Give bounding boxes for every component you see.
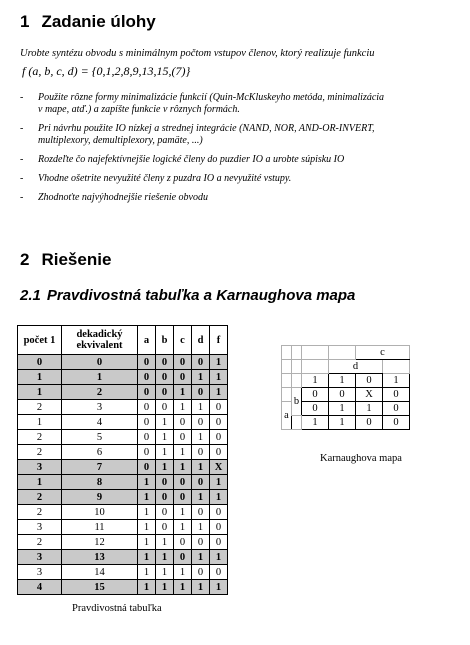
table-cell: 1 [138, 535, 156, 550]
table-cell: 0 [156, 505, 174, 520]
list-item: - Zhodnoťte najvýhodnejšie riešenie obvodu [20, 192, 470, 204]
table-row [18, 505, 228, 520]
table-cell: 9 [62, 490, 138, 505]
table-cell: 0 [174, 490, 192, 505]
table-row [18, 415, 228, 430]
kmap-cell: 0 [383, 402, 410, 416]
table-row [18, 460, 228, 475]
table-cell: 6 [62, 445, 138, 460]
kmap-cell: X [356, 388, 383, 402]
table-cell: 5 [62, 430, 138, 445]
table-cell: 1 [156, 445, 174, 460]
table-cell: 1 [192, 520, 210, 535]
column-header: d [192, 326, 210, 355]
table-cell: 1 [210, 370, 228, 385]
table-cell: 1 [210, 490, 228, 505]
table-cell: 0 [192, 385, 210, 400]
kmap-cell: 1 [302, 416, 329, 430]
table-cell: 0 [192, 535, 210, 550]
table-cell: 7 [62, 460, 138, 475]
table-cell: 0 [210, 520, 228, 535]
kmap-cell: 1 [329, 402, 356, 416]
table-row [18, 490, 228, 505]
table-cell: 1 [174, 460, 192, 475]
table-cell: 2 [18, 505, 62, 520]
table-cell: 2 [18, 400, 62, 415]
table-cell: 15 [62, 580, 138, 595]
table-cell: 0 [18, 355, 62, 370]
list-item: - Rozdeľte čo najefektívnejšie logické členy do puzdier IO a urobte súpisku IO [20, 154, 470, 166]
table-cell: 4 [18, 580, 62, 595]
table-cell: 1 [174, 445, 192, 460]
truth-table-caption: Pravdivostná tabuľka [72, 603, 162, 614]
table-cell: 0 [210, 415, 228, 430]
table-cell: 1 [210, 385, 228, 400]
table-cell: 0 [192, 415, 210, 430]
table-cell: 1 [138, 580, 156, 595]
table-cell: 1 [138, 550, 156, 565]
truth-table [17, 325, 228, 595]
table-cell: 3 [62, 400, 138, 415]
kmap-cell: 0 [356, 416, 383, 430]
table-cell: 1 [156, 460, 174, 475]
table-cell: 1 [192, 430, 210, 445]
table-cell: 0 [138, 415, 156, 430]
table-cell: 1 [174, 385, 192, 400]
table-cell: 1 [174, 505, 192, 520]
column-header: počet 1 [18, 326, 62, 355]
table-cell: 1 [192, 400, 210, 415]
table-cell: 0 [210, 535, 228, 550]
table-cell: 1 [138, 520, 156, 535]
kmap-cell: 1 [383, 374, 410, 388]
table-cell: 1 [192, 580, 210, 595]
table-cell: 1 [138, 565, 156, 580]
kmap-label-d: d [329, 360, 383, 374]
column-header: a [138, 326, 156, 355]
table-row [18, 385, 228, 400]
table-cell: 0 [192, 475, 210, 490]
table-cell: 1 [192, 490, 210, 505]
kmap-cell: 0 [356, 374, 383, 388]
table-cell: 0 [192, 565, 210, 580]
requirements-list [20, 92, 470, 211]
kmap-caption: Karnaughova mapa [320, 453, 402, 464]
table-row [18, 580, 228, 595]
kmap-cell: 0 [302, 388, 329, 402]
table-cell: X [210, 460, 228, 475]
table-cell: 1 [174, 400, 192, 415]
column-header: c [174, 326, 192, 355]
table-row [18, 565, 228, 580]
kmap-cell: 0 [383, 388, 410, 402]
table-cell: 0 [62, 355, 138, 370]
list-item: - Použite rôzne formy minimalizácie funkcií (Quin-McKluskeyho metóda, minimalizácia v mape, atď.) a zapíšte funkcie v rôznych formách. [20, 92, 470, 116]
table-cell: 2 [18, 445, 62, 460]
table-cell: 0 [174, 430, 192, 445]
table-cell: 0 [174, 415, 192, 430]
column-header: dekadický ekvivalent [62, 326, 138, 355]
table-cell: 0 [174, 475, 192, 490]
table-cell: 13 [62, 550, 138, 565]
table-cell: 0 [174, 550, 192, 565]
table-row [18, 475, 228, 490]
table-cell: 1 [156, 565, 174, 580]
table-cell: 0 [156, 370, 174, 385]
section-heading-2 [20, 250, 111, 270]
kmap-label-b: b [292, 388, 302, 416]
table-cell: 2 [62, 385, 138, 400]
table-cell: 0 [156, 400, 174, 415]
kmap-cell: 1 [329, 416, 356, 430]
table-cell: 1 [138, 505, 156, 520]
table-cell: 12 [62, 535, 138, 550]
table-cell: 0 [192, 505, 210, 520]
table-cell: 1 [138, 490, 156, 505]
table-cell: 1 [156, 535, 174, 550]
table-cell: 2 [18, 535, 62, 550]
table-header-row [18, 326, 228, 355]
section-title: Zadanie úlohy [41, 12, 156, 31]
table-cell: 1 [18, 415, 62, 430]
section-heading-1 [20, 12, 156, 32]
table-cell: 3 [18, 460, 62, 475]
subsection-heading [20, 287, 355, 304]
table-row [18, 400, 228, 415]
table-cell: 0 [210, 400, 228, 415]
table-cell: 0 [156, 520, 174, 535]
table-cell: 1 [156, 415, 174, 430]
table-row [18, 355, 228, 370]
kmap-cell: 1 [356, 402, 383, 416]
table-cell: 1 [192, 550, 210, 565]
column-header: b [156, 326, 174, 355]
kmap-cell: 0 [329, 388, 356, 402]
function-formula: f (a, b, c, d) = {0,1,2,8,9,13,15,(7)} [22, 64, 191, 78]
table-cell: 0 [138, 400, 156, 415]
table-cell: 4 [62, 415, 138, 430]
table-cell: 0 [156, 385, 174, 400]
kmap-label-a: a [282, 402, 292, 430]
table-cell: 1 [156, 550, 174, 565]
table-cell: 2 [18, 430, 62, 445]
section-number: 2 [20, 250, 30, 269]
table-cell: 1 [174, 580, 192, 595]
table-cell: 10 [62, 505, 138, 520]
list-item: - Vhodne ošetrite nevyužité členy z puzdra IO a nevyužité vstupy. [20, 173, 470, 185]
table-cell: 0 [156, 490, 174, 505]
table-cell: 1 [210, 550, 228, 565]
table-cell: 0 [138, 355, 156, 370]
table-cell: 0 [138, 385, 156, 400]
table-cell: 0 [156, 475, 174, 490]
table-cell: 0 [138, 445, 156, 460]
subsection-number: 2.1 [20, 287, 41, 304]
table-cell: 1 [210, 475, 228, 490]
table-cell: 0 [174, 355, 192, 370]
kmap-cell: 1 [302, 374, 329, 388]
column-header: f [210, 326, 228, 355]
table-cell: 1 [174, 565, 192, 580]
kmap-cell: 0 [302, 402, 329, 416]
table-cell: 3 [18, 520, 62, 535]
table-cell: 3 [18, 565, 62, 580]
table-row [18, 520, 228, 535]
table-cell: 0 [174, 535, 192, 550]
kmap-cell: 1 [329, 374, 356, 388]
table-cell: 2 [18, 490, 62, 505]
section-number: 1 [20, 12, 30, 31]
table-cell: 0 [174, 370, 192, 385]
table-cell: 1 [18, 370, 62, 385]
table-cell: 1 [192, 460, 210, 475]
table-cell: 8 [62, 475, 138, 490]
karnaugh-map [281, 345, 410, 430]
table-cell: 0 [192, 445, 210, 460]
table-cell: 1 [210, 580, 228, 595]
table-cell: 14 [62, 565, 138, 580]
table-cell: 0 [210, 445, 228, 460]
table-row [18, 550, 228, 565]
table-row [18, 535, 228, 550]
subsection-title: Pravdivostná tabuľka a Karnaughova mapa [46, 287, 356, 304]
table-row [18, 445, 228, 460]
table-cell: 3 [18, 550, 62, 565]
table-cell: 11 [62, 520, 138, 535]
table-cell: 1 [18, 385, 62, 400]
table-cell: 0 [210, 430, 228, 445]
table-cell: 1 [156, 580, 174, 595]
kmap-label-c: c [356, 346, 410, 360]
table-cell: 1 [192, 370, 210, 385]
assignment-intro: Urobte syntézu obvodu s minimálnym počtom vstupov členov, ktorý realizuje funkciu [20, 48, 375, 59]
table-cell: 0 [138, 460, 156, 475]
table-cell: 0 [210, 565, 228, 580]
table-cell: 1 [156, 430, 174, 445]
kmap-cell: 0 [383, 416, 410, 430]
table-cell: 1 [210, 355, 228, 370]
table-cell: 0 [138, 370, 156, 385]
table-row [18, 370, 228, 385]
table-cell: 0 [138, 430, 156, 445]
list-item: - Pri návrhu použite IO nízkej a strednej integrácie (NAND, NOR, AND-OR-INVERT, multiplexory, demultiplexory, pamäte, ...) [20, 123, 470, 147]
table-cell: 0 [192, 355, 210, 370]
table-cell: 0 [156, 355, 174, 370]
table-row [18, 430, 228, 445]
table-cell: 0 [210, 505, 228, 520]
table-cell: 1 [138, 475, 156, 490]
table-cell: 1 [62, 370, 138, 385]
table-cell: 1 [18, 475, 62, 490]
section-title: Riešenie [41, 250, 112, 269]
table-cell: 1 [174, 520, 192, 535]
